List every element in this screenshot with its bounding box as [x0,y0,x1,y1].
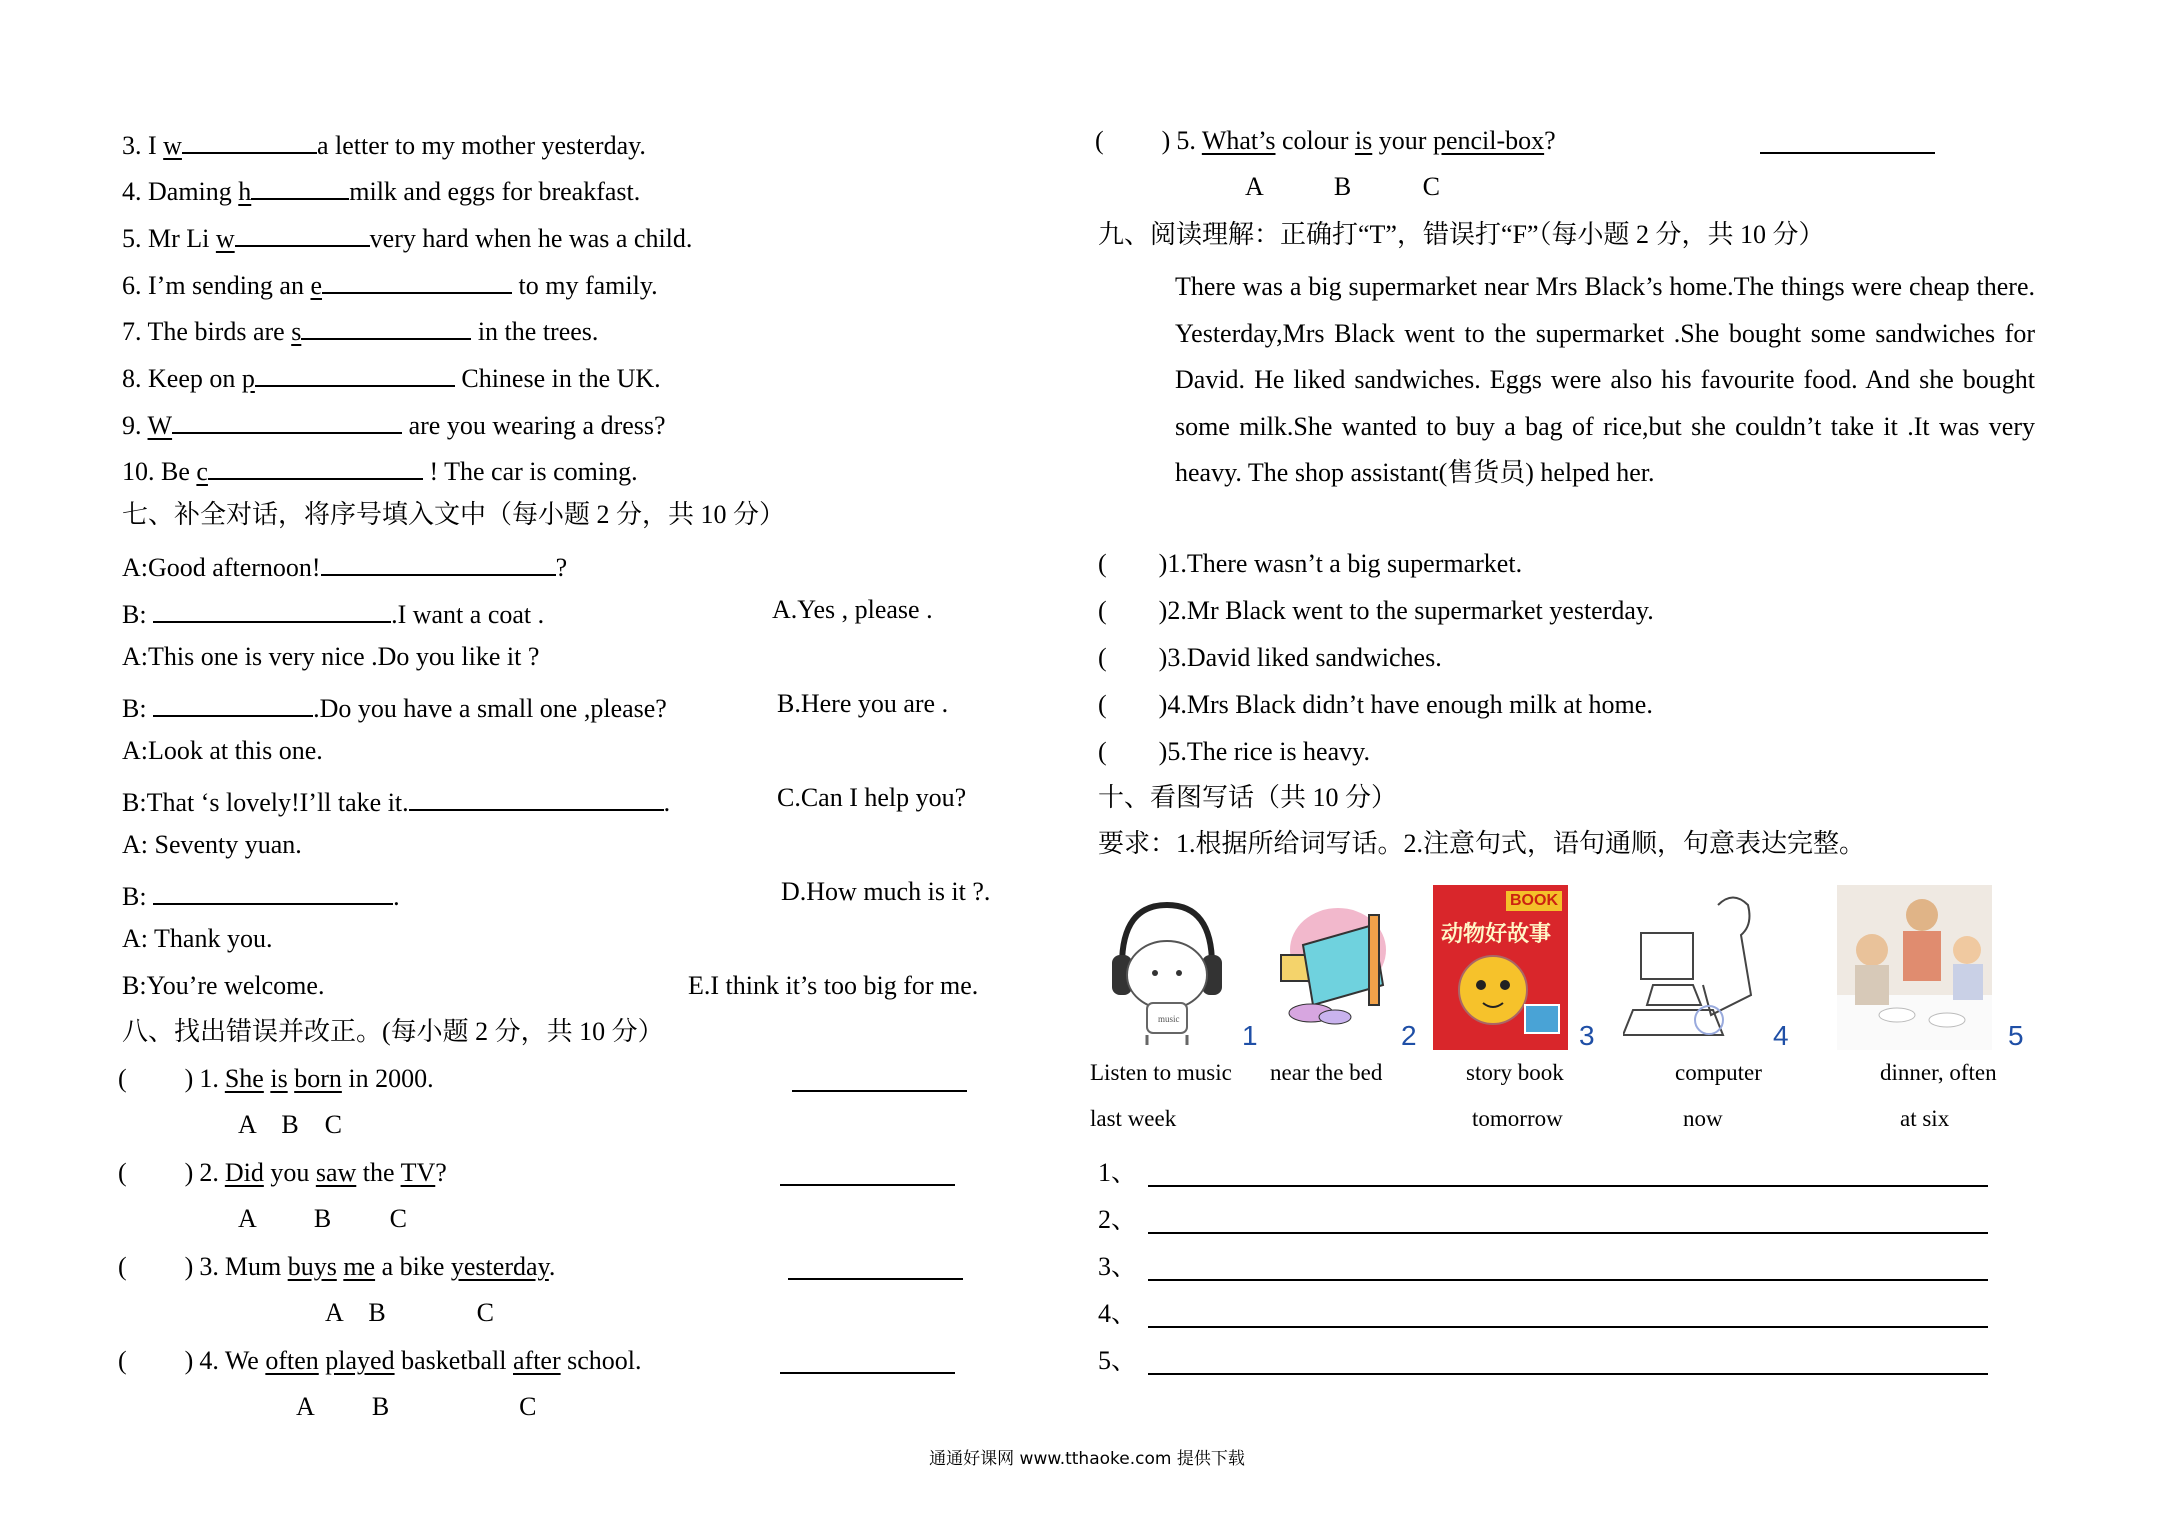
dialog-line [122,644,539,670]
error-underlined-word: saw [315,1158,357,1187]
correction-blank[interactable] [792,1066,967,1092]
picture-number-2: 2 [1401,1020,1417,1051]
error-text: the [356,1158,401,1187]
dialog-blank[interactable] [409,785,664,811]
error-item [118,1066,434,1092]
dialog-text-after: .Do you have a small one ,please? [313,694,667,723]
fill-item-letter: w [163,131,182,160]
write-line[interactable] [1148,1232,1988,1234]
fill-item [122,221,692,252]
section10-title: 十、看图写话（共 10 分） [1098,783,1398,812]
dialog-line [122,597,544,628]
option-d: D.How much is it ?. [781,877,991,906]
tf-item [1098,551,1522,577]
error-paren-close: ) [184,1252,194,1281]
picture-number-5: 5 [2008,1020,2024,1051]
fill-blank[interactable] [182,128,317,154]
fill-item-text: are you wearing a dress? [402,411,666,440]
error-text: colour [1275,126,1355,155]
fill-blank[interactable] [172,408,402,434]
dialog-line [122,738,323,764]
dialog-blank[interactable] [153,691,313,717]
caption-3b: tomorrow [1472,1106,1563,1131]
correction-blank[interactable] [780,1160,955,1186]
picture-computer [1623,885,1773,1050]
error-underlined-word: TV [400,1158,436,1187]
error-underlined-word: is [270,1064,288,1093]
picture-story-book [1433,885,1568,1050]
error-paren-close: ) [184,1158,194,1187]
dialog-blank[interactable] [153,597,391,623]
error-paren-close: ) [1161,126,1171,155]
tf-paren: ( [1098,690,1107,719]
section7-title: 七、补全对话，将序号填入文中（每小题 2 分，共 10 分） [122,500,786,529]
fill-item-letter: p [241,364,255,393]
caption-5a: dinner, often [1880,1060,1997,1085]
error-text: in 2000. [341,1064,434,1093]
fill-item-text: very hard when he was a child. [369,224,693,253]
error-number: 3. [199,1252,219,1281]
fill-blank[interactable] [251,174,349,200]
caption-4b: now [1683,1106,1723,1131]
error-item [118,1254,555,1280]
fill-item [122,408,666,439]
fill-item-number: 8. Keep on [122,364,242,393]
option-labels: A B C [325,1298,495,1327]
picture-number-1: 1 [1242,1020,1258,1051]
fill-item-number: 9. [122,411,148,440]
caption-5b: at six [1900,1106,1950,1131]
dialog-text-after: .I want a coat . [391,600,545,629]
fill-item-text: ! The car is coming. [422,457,638,486]
caption-3a: story book [1466,1060,1564,1085]
error-item [118,1348,642,1374]
fill-blank[interactable] [255,361,455,387]
error-underlined-word: is [1354,126,1373,155]
tf-item [1098,692,1653,718]
dialog-line [122,926,272,952]
fill-item-text: to my family. [512,271,658,300]
dialog-text: B: [122,600,154,629]
picture-number-3: 3 [1579,1020,1595,1051]
error-underlined-word: born [294,1064,342,1093]
fill-item-number: 6. I’m sending an [122,271,311,300]
error-text: your [1372,126,1433,155]
tf-statement: )5.The rice is heavy. [1158,737,1370,766]
error-paren-open: ( [118,1158,127,1187]
error-underlined-word: She [224,1064,264,1093]
write-line-number: 1、 [1098,1158,1138,1187]
fill-blank[interactable] [322,268,512,294]
dialog-text: B: [122,882,154,911]
error-text: basketball [394,1346,513,1375]
dialog-text-after: ? [555,553,568,582]
caption-1a: Listen to music [1090,1060,1232,1085]
error-item [118,1160,447,1186]
error-underlined-word: yesterday [450,1252,549,1281]
dialog-line [122,973,324,999]
fill-item-number: 5. Mr Li [122,224,216,253]
write-line-number: 2、 [1098,1205,1138,1234]
fill-item [122,454,638,485]
dialog-text: A: Thank you. [122,924,273,953]
write-line-number: 5、 [1098,1346,1138,1375]
error-text: Mum [224,1252,288,1281]
dialog-text: A:Good afternoon! [122,553,321,582]
fill-blank[interactable] [235,221,370,247]
fill-item [122,128,646,159]
reading-passage: There was a big supermarket near Mrs Black’s home.The things were cheap there. Yesterday,Mrs Black went to the supermarket .She bought some sandwiches for David. He liked sandwiches. Eggs were also his favourite food. And she bought some milk.She wanted to buy a bag of rice,but she couldn’t take it .It was very heavy. The shop assistant(售货员) helped her. [1175,272,2035,487]
dialog-text: A: Seventy yuan. [122,830,302,859]
fill-item-letter: e [310,271,323,300]
svg-text:music: music [1158,1014,1180,1024]
error-underlined-word: What’s [1201,126,1276,155]
tf-statement: )4.Mrs Black didn’t have enough milk at home. [1158,690,1653,719]
tf-item [1098,598,1654,624]
dialog-line [122,879,400,910]
caption-2a: near the bed [1270,1060,1383,1085]
dialog-text: B:That ‘s lovely!I’ll take it. [122,788,409,817]
correction-blank[interactable] [788,1254,963,1280]
tf-paren: ( [1098,549,1107,578]
fill-item-letter: s [291,317,302,346]
correction-blank[interactable] [1760,128,1935,154]
dialog-text: A:This one is very nice .Do you like it ? [122,642,540,671]
dialog-line [122,691,667,722]
dialog-line [122,785,670,816]
fill-item-number: 7. The birds are [122,317,292,346]
correction-blank[interactable] [780,1348,955,1374]
write-line-number: 3、 [1098,1252,1138,1281]
dialog-text: A:Look at this one. [122,736,323,765]
fill-item [122,361,661,392]
error-text: school. [560,1346,642,1375]
tf-paren: ( [1098,643,1107,672]
write-line-number: 4、 [1098,1299,1138,1328]
error-underlined-word: played [325,1346,395,1375]
fill-item-letter: w [215,224,235,253]
dialog-text-after: . [663,788,671,817]
fill-item-letter: h [238,177,252,206]
dialog-text: B: [122,694,154,723]
error-paren-open: ( [1095,126,1104,155]
option-labels: A B C [238,1204,408,1233]
write-line[interactable] [1148,1279,1988,1281]
error-text: ? [1544,126,1556,155]
error-item [1095,128,1556,154]
write-line[interactable] [1148,1185,1988,1187]
error-underlined-word: pencil-box [1432,126,1545,155]
error-underlined-word: buys [287,1252,337,1281]
tf-item [1098,739,1370,765]
dialog-line [122,550,567,581]
fill-item [122,174,640,205]
dialog-line [122,832,302,858]
dialog-text-after: . [393,882,400,911]
error-paren-close: ) [184,1064,194,1093]
fill-item-number: 10. Be [122,457,197,486]
option-a: A.Yes , please . [772,595,933,624]
footer-source: 通通好课网 www.tthaoke.com 提供下载 [929,1449,1245,1469]
fill-item [122,314,598,345]
error-paren-open: ( [118,1064,127,1093]
error-number: 1. [199,1064,219,1093]
error-paren-close: ) [184,1346,194,1375]
write-line[interactable] [1148,1373,1988,1375]
option-labels: A B C [296,1392,537,1421]
picture-dinner [1837,885,1992,1050]
fill-item-text: milk and eggs for breakfast. [349,177,641,206]
write-line[interactable] [1148,1326,1988,1328]
section8-title: 八、找出错误并改正。(每小题 2 分，共 10 分） [122,1017,664,1046]
tf-paren: ( [1098,737,1107,766]
fill-item-text: a letter to my mother yesterday. [316,131,646,160]
writing-requirement: 要求：1.根据所给词写话。2.注意句式，语句通顺，句意表达完整。 [1098,829,1866,858]
error-paren-open: ( [118,1252,127,1281]
option-e: E.I think it’s too big for me. [688,971,979,1000]
fill-item-number: 3. I [122,131,164,160]
fill-item-letter: W [147,411,173,440]
option-labels: A B C [238,1110,343,1139]
dialog-blank[interactable] [321,550,556,576]
fill-item-text: Chinese in the UK. [454,364,661,393]
error-underlined-word: after [513,1346,561,1375]
tf-paren: ( [1098,596,1107,625]
error-underlined-word: Did [224,1158,264,1187]
error-text: you [263,1158,316,1187]
tf-statement: )3.David liked sandwiches. [1158,643,1442,672]
tf-statement: )1.There wasn’t a big supermarket. [1158,549,1523,578]
caption-4a: computer [1675,1060,1762,1085]
fill-item-number: 4. Daming [122,177,239,206]
error-number: 5. [1176,126,1196,155]
error-text: a bike [375,1252,451,1281]
fill-blank[interactable] [301,314,471,340]
picture-bed [1273,885,1388,1050]
fill-item-text: in the trees. [471,317,599,346]
option-c: C.Can I help you? [777,783,967,812]
error-paren-open: ( [118,1346,127,1375]
tf-item [1098,645,1442,671]
picture-number-4: 4 [1773,1020,1789,1051]
book-title: 动物好故事 [1441,921,1552,946]
error-text: ? [435,1158,447,1187]
option-labels: A B C [1245,172,1441,201]
fill-item [122,268,658,299]
dialog-text: B:You’re welcome. [122,971,325,1000]
tf-statement: )2.Mr Black went to the supermarket yesterday. [1158,596,1654,625]
book-badge: BOOK [1506,891,1562,911]
dialog-blank[interactable] [153,879,393,905]
picture-headphones [1100,885,1235,1050]
error-text: . [548,1252,556,1281]
caption-1b: last week [1090,1106,1177,1131]
option-b: B.Here you are . [777,689,949,718]
section9-title: 九、阅读理解：正确打“T”，错误打“F”（每小题 2 分，共 10 分） [1098,220,1825,249]
fill-blank[interactable] [208,454,423,480]
error-underlined-word: often [265,1346,319,1375]
error-number: 2. [199,1158,219,1187]
error-text: We [224,1346,266,1375]
error-underlined-word: me [343,1252,376,1281]
error-number: 4. [199,1346,219,1375]
fill-item-letter: c [196,457,208,486]
